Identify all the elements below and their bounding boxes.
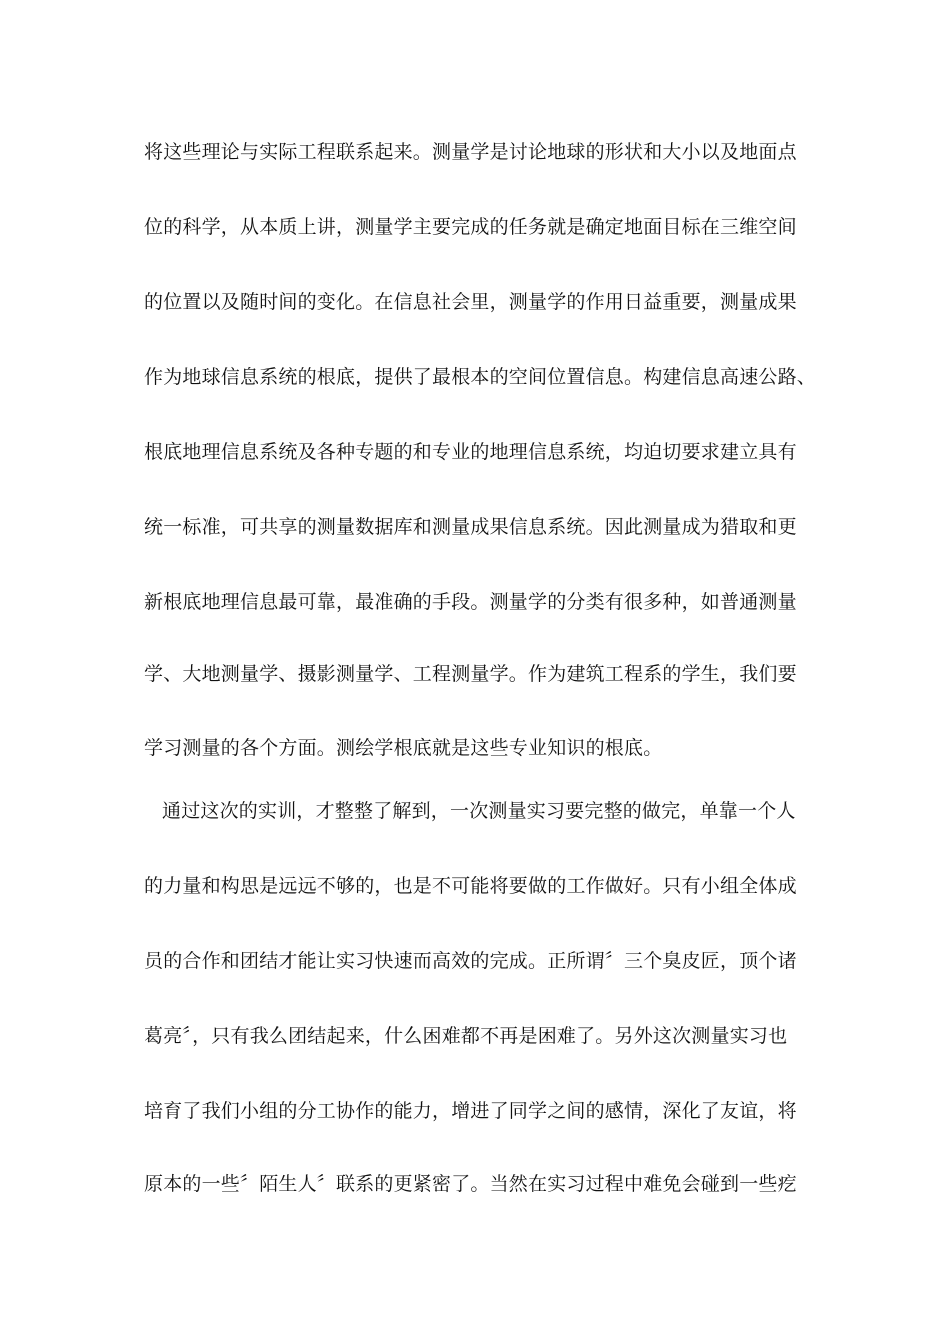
text-line: 员的合作和团结才能让实习快速而高效的完成。正所谓〞三个臭皮匠，顶个诸 bbox=[144, 950, 797, 972]
text-line: 根底地理信息系统及各种专题的和专业的地理信息系统，均迫切要求建立具有 bbox=[144, 441, 797, 463]
text-line: 的力量和构思是远远不够的，也是不可能将要做的工作做好。只有小组全体成 bbox=[144, 875, 797, 897]
text-line: 作为地球信息系统的根底，提供了最根本的空间位置信息。构建信息高速公路、 bbox=[144, 366, 817, 388]
text-line: 学、大地测量学、摄影测量学、工程测量学。作为建筑工程系的学生，我们要 bbox=[144, 663, 797, 685]
text-line: 葛亮〞，只有我么团结起来，什么困难都不再是困难了。另外这次测量实习也 bbox=[144, 1025, 788, 1047]
paragraph-first-line: 通过这次的实训，才整整了解到，一次测量实习要完整的做完，单靠一个人 bbox=[162, 800, 796, 822]
text-line: 培育了我们小组的分工协作的能力，增进了同学之间的感情，深化了友谊，将 bbox=[144, 1100, 797, 1122]
text-line: 原本的一些〞陌生人〞联系的更紧密了。当然在实习过程中难免会碰到一些疙 bbox=[144, 1173, 797, 1195]
text-line: 学习测量的各个方面。测绘学根底就是这些专业知识的根底。 bbox=[144, 737, 663, 759]
text-line: 的位置以及随时间的变化。在信息社会里，测量学的作用日益重要，测量成果 bbox=[144, 291, 797, 313]
text-line: 位的科学，从本质上讲，测量学主要完成的任务就是确定地面目标在三维空间 bbox=[144, 216, 797, 238]
text-line: 将这些理论与实际工程联系起来。测量学是讨论地球的形状和大小以及地面点 bbox=[144, 141, 797, 163]
text-line: 新根底地理信息最可靠，最准确的手段。测量学的分类有很多种，如普通测量 bbox=[144, 591, 797, 613]
text-line: 统一标准，可共享的测量数据库和测量成果信息系统。因此测量成为猎取和更 bbox=[144, 516, 797, 538]
